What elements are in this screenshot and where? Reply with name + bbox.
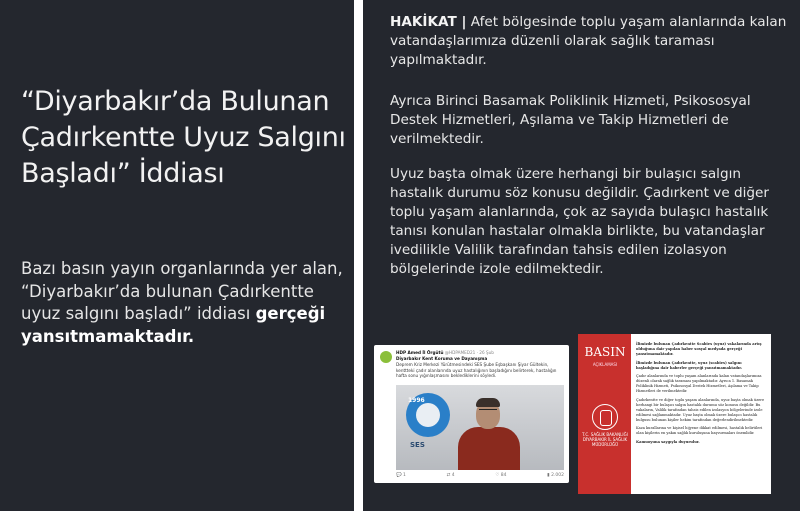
tweet-actions [396, 473, 564, 478]
document-subtitle: AÇIKLAMASI [592, 362, 618, 367]
document-title: BASIN [584, 345, 626, 359]
photo-year: 1996 [408, 397, 425, 404]
person-icon [458, 427, 520, 470]
retweet-count: ⇄ 4 [446, 473, 455, 478]
document-red-strip [578, 334, 631, 494]
document-org: T.C. SAĞLIK BAKANLIĞI DİYARBAKIR İL SAĞLIK MÜDÜRLÜĞÜ [582, 432, 628, 447]
reply-count: 💬 1 [396, 473, 406, 478]
tweet-body: Deprem Kriz Merkezi Yürütmesindeki SES Şube Eşbaşkanı Şiyar Gültekin, kenttteki çadır alanlarında uyuz hastalığının başladığını belirterek, hastalığın hafta sonu yığınlaşmasını beklediklerini söyledi. [396, 362, 557, 379]
like-count: ♡ 84 [495, 473, 507, 478]
panel-divider [354, 0, 363, 511]
tweet-account: HDP Amed İl Örgütü [396, 350, 444, 355]
tweet-screenshot [374, 345, 569, 483]
summary-prefix: Bazı basın yayın organlarında yer alan, “Diyarbakır’da bulunan Çadırkentte uyuz salgını başladı” iddiası [21, 259, 343, 323]
tweet-reply-to: Diyarbakır Kent Koruma ve Dayanışma [396, 355, 488, 361]
headline: “Diyarbakır’da Bulunan Çadırkentte Uyuz Salgını Başladı” İddiası [21, 86, 346, 189]
document-body: İlimizde bulunan Çadırkentte Scabies (uyuz) vakalarında artış olduğuna dair yapılan haber sosyal medyada gerçeği yansıtmamaktadır. İlimizde bulunan Çadırkentte, uyuz (scabies) salgını başladığına dair haberler gerçeği yansıtmamaktadır. Çadır alanlarında ve toplu yaşam alanlarında kalan vatandaşlarımıza düzenli olarak sağlık taraması yapılmaktadır. Ayrıca 1. Basamak Poliklinik Hizmeti, Psikososyal Destek Hizmetleri, Aşılama ve Takip Hizmetleri de verilmektedir. Çadırkentte ve diğer toplu yaşam alanlarında, uyuz başta olmak üzere herhangi bir bulaşıcı salgın hastalık durumu söz konusu değildir. Bu vakaların, Valilik tarafından tahsis edilen izolasyon bölgelerinde izole edilmesi sağlanmaktadır. Uyuz başta olmak üzere bulaşıcı hastalık bulgusu bulunan kişiler hekim tarafından değerlendirilmektedir. Kaza kurallarına ve kişisel hijyene dikkat edilmesi, hastalık belirtileri olan kişilerin en yakın sağlık kuruluşuna başvurmaları önemlidir. Kamuoyuna saygıyla duyurulur. [636, 342, 765, 444]
press-release-document [578, 334, 771, 494]
left-panel [0, 0, 354, 511]
brand-label: HAKİKAT | [390, 14, 467, 30]
paragraph-services: Ayrıca Birinci Basamak Poliklinik Hizmeti, Psikososyal Destek Hizmetleri, Aşılama ve Takip Hizmetleri de verilmektedir. [390, 93, 751, 147]
tweet-handle: @HDPAMED21 · 26 Şub [444, 350, 494, 355]
paragraph-screening [390, 13, 795, 70]
tweet-photo [396, 385, 564, 470]
paragraph-screening-text: Afet bölgesinde toplu yaşam alanlarında kalan vatandaşlarımıza düzenli olarak sağlık taraması yapılmaktadır. [390, 14, 787, 68]
avatar [380, 351, 392, 363]
ministry-seal-icon [592, 404, 618, 430]
view-count: ▮ 2.002 [547, 473, 564, 478]
summary-bold: gerçeği yansıtmamaktadır. [21, 304, 326, 346]
tweet-header [396, 350, 566, 361]
summary-text [21, 258, 346, 348]
paragraph-isolation: Uyuz başta olmak üzere herhangi bir bulaşıcı salgın hastalık durumu söz konusu değildir. Çadırkent ve diğer toplu yaşam alanlarında, çok az sayıda bulaşıcı hastalık tanısı konulan hastalar olmakla birlikte, bu vatandaşlar ivedilikle Valilik tarafından tahsis edilen izolasyon bölgelerinde izole edilmektedir. [390, 166, 769, 277]
photo-logo-text: SES [410, 441, 425, 449]
